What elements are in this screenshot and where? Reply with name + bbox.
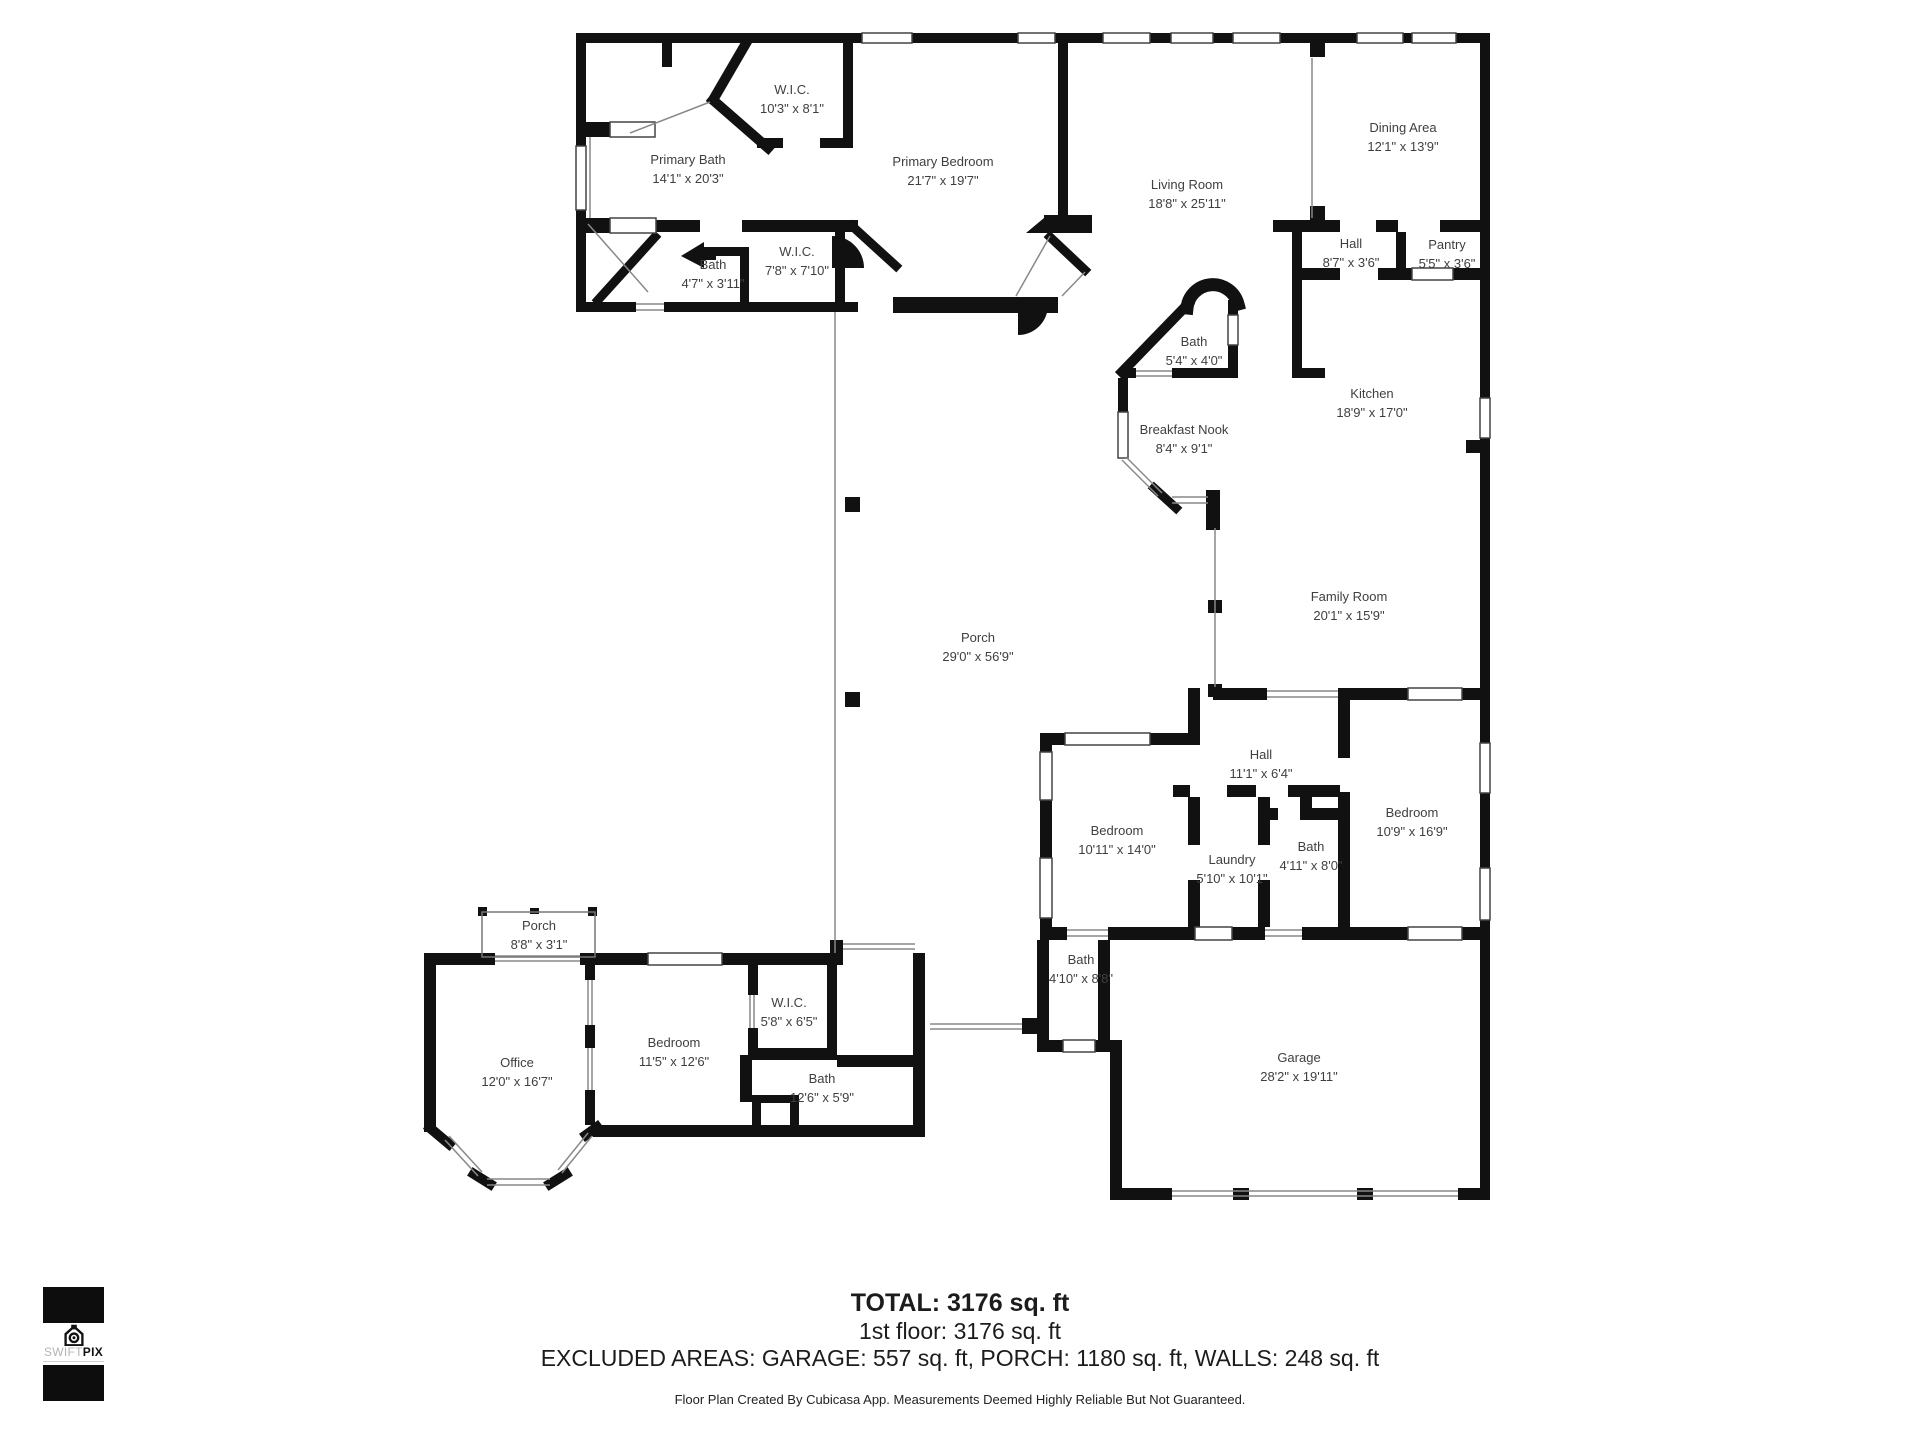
room-dims: 5'4" x 4'0" (1165, 353, 1223, 368)
room-label-family-room (1311, 588, 1388, 626)
room-name: Living Room (1150, 177, 1224, 193)
room-name: Bath (1180, 334, 1208, 350)
room-label-primary-bath (650, 151, 725, 189)
room-label-kitchen (1336, 385, 1407, 423)
room-name: W.I.C. (779, 244, 815, 260)
room-label-bath-hall (1279, 838, 1342, 876)
logo-block-bottom (43, 1365, 104, 1401)
room-name: Primary Bath (650, 152, 726, 168)
room-dims: 11'5" x 12'6" (638, 1054, 710, 1069)
room-name: Hall (1339, 236, 1363, 252)
room-name: Kitchen (1350, 386, 1394, 402)
room-name: Hall (1249, 747, 1273, 763)
room-dims: 14'1" x 20'3" (652, 171, 724, 186)
room-name: Garage (1277, 1050, 1321, 1066)
logo-wordmark (43, 1346, 104, 1359)
room-name: Bedroom (1090, 823, 1144, 839)
total-area-text: TOTAL: 3176 sq. ft (850, 1289, 1070, 1317)
excluded-areas-text: EXCLUDED AREAS: GARAGE: 557 sq. ft, PORCH: 1180 sq. ft, WALLS: 248 sq. ft (540, 1345, 1380, 1371)
room-dims: 7'8" x 7'10" (764, 263, 830, 278)
room-dims: 20'1" x 15'9" (1313, 608, 1385, 623)
room-dims: 28'2" x 19'11" (1260, 1069, 1338, 1084)
room-dims: 18'9" x 17'0" (1336, 405, 1408, 420)
room-dims: 4'10" x 8'8" (1048, 971, 1114, 986)
room-name: Office (500, 1055, 534, 1071)
room-name: Laundry (1208, 852, 1256, 868)
room-dims: 5'10" x 10'1" (1196, 871, 1268, 886)
room-dims: 18'8" x 25'11" (1148, 196, 1226, 211)
room-label-bedroom-west (1078, 822, 1156, 860)
area-summary (0, 1289, 1920, 1408)
room-name: Family Room (1310, 589, 1388, 605)
room-name: Breakfast Nook (1139, 422, 1229, 438)
room-label-bath-garage (1049, 951, 1113, 989)
room-label-breakfast-nook (1140, 421, 1229, 459)
room-dims: 10'3" x 8'1" (759, 101, 825, 116)
room-name: Bedroom (647, 1035, 701, 1051)
room-name: Primary Bedroom (892, 154, 994, 170)
room-label-office (481, 1054, 552, 1092)
room-name: Dining Area (1369, 120, 1437, 136)
room-dims: 5'5" x 3'6" (1418, 256, 1476, 271)
room-dims: 12'1" x 13'9" (1367, 139, 1439, 154)
room-label-hall-lower (1229, 746, 1292, 784)
logo-divider (43, 1361, 104, 1362)
room-label-porch-front (511, 917, 568, 955)
logo-word-pix: PIX (82, 1345, 104, 1359)
room-label-hall-upper (1323, 235, 1380, 273)
logo-word-swift: SWIFT (43, 1345, 83, 1359)
room-name: W.I.C. (771, 995, 807, 1011)
room-dims: 8'8" x 3'1" (510, 937, 568, 952)
room-dims: 4'11" x 8'0" (1279, 858, 1343, 873)
room-name: Bath (699, 257, 727, 273)
room-label-living-room (1148, 176, 1226, 214)
room-name: Bath (808, 1071, 836, 1087)
room-label-pantry (1419, 236, 1476, 274)
disclaimer-text: Floor Plan Created By Cubicasa App. Measurements Deemed Highly Reliable But Not Guaranteed. (674, 1392, 1246, 1407)
room-label-bedroom-east (1376, 804, 1447, 842)
room-name: Bath (1067, 952, 1095, 968)
room-dims: 11'1" x 6'4" (1229, 766, 1293, 781)
room-label-wic-second (765, 243, 829, 281)
room-name: Bedroom (1385, 805, 1439, 821)
room-dims: 12'0" x 16'7" (481, 1074, 553, 1089)
room-label-porch-main (942, 629, 1013, 667)
room-dims: 10'9" x 16'9" (1376, 824, 1448, 839)
room-dims: 8'7" x 3'6" (1322, 255, 1380, 270)
room-label-wic-third (761, 994, 818, 1032)
room-name: Porch (961, 630, 995, 646)
room-dims: 10'11" x 14'0" (1078, 842, 1156, 857)
room-label-bath-pool (1166, 333, 1223, 371)
room-label-dining-area (1367, 119, 1438, 157)
house-camera-icon (43, 1323, 104, 1346)
room-label-garage (1260, 1049, 1338, 1087)
room-label-wic-primary (760, 81, 824, 119)
room-dims: 12'6" x 5'9" (789, 1090, 855, 1105)
room-dims: 5'8" x 6'5" (760, 1014, 818, 1029)
room-label-bath-primary-small (681, 256, 744, 294)
room-label-laundry (1196, 851, 1267, 889)
room-name: Pantry (1428, 237, 1466, 253)
room-dims: 4'7" x 3'11" (681, 276, 745, 291)
room-dims: 8'4" x 9'1" (1155, 441, 1213, 456)
swiftpix-logo (43, 1287, 104, 1401)
room-dims: 29'0" x 56'9" (942, 649, 1014, 664)
room-name: Porch (522, 918, 556, 934)
logo-block-top (43, 1287, 104, 1323)
room-label-primary-bedroom (892, 153, 993, 191)
room-label-bath-office-side (790, 1070, 854, 1108)
first-floor-area-text: 1st floor: 3176 sq. ft (858, 1318, 1061, 1344)
room-label-bedroom-office-side (639, 1034, 709, 1072)
room-name: Bath (1297, 839, 1325, 855)
room-dims: 21'7" x 19'7" (907, 173, 979, 188)
room-name: W.I.C. (774, 82, 810, 98)
